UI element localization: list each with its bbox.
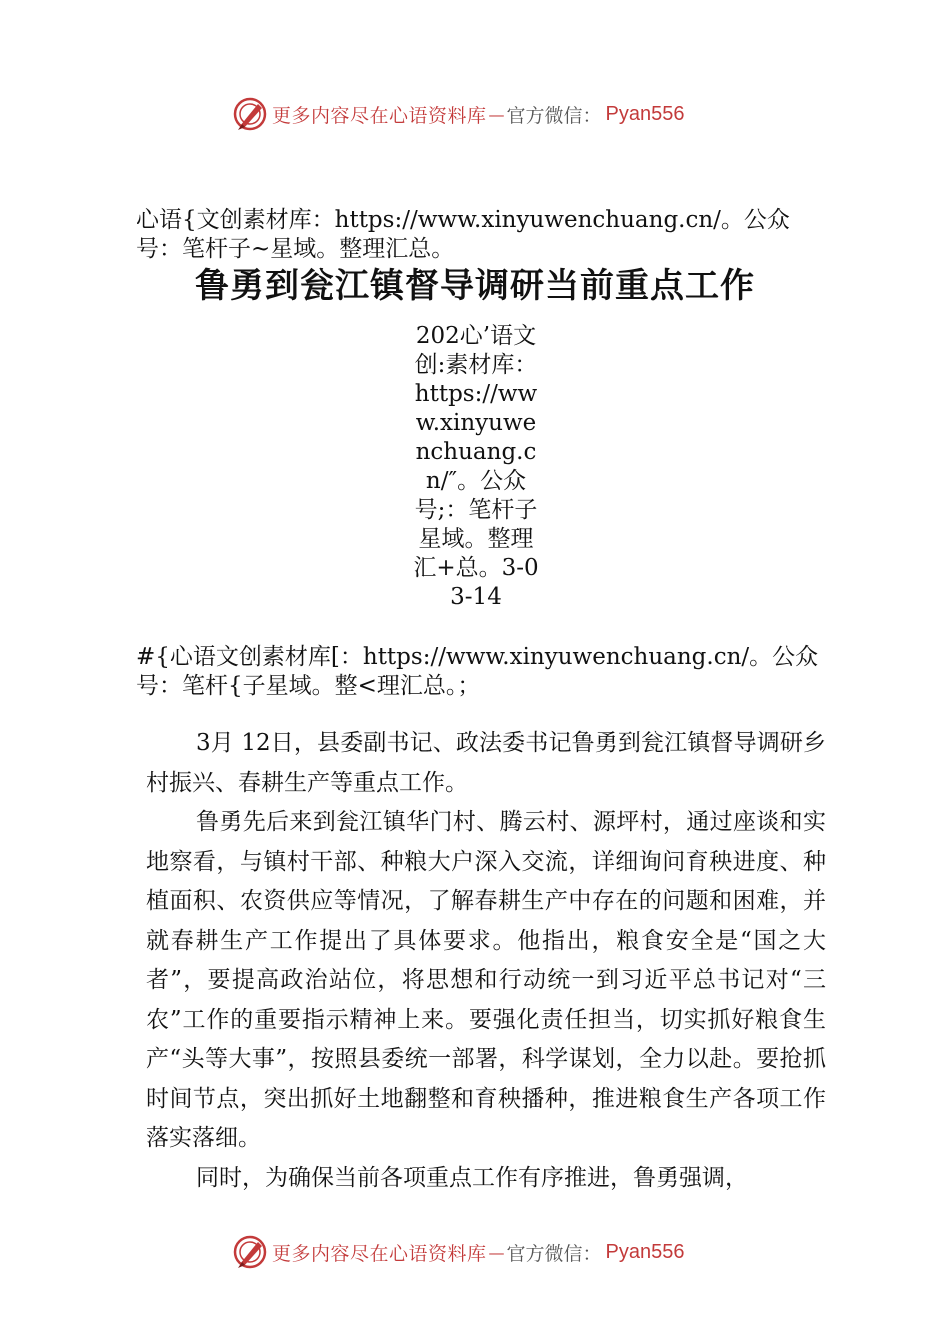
banner-wechat-id: Pyan556	[605, 1240, 685, 1263]
banner-wechat-id: Pyan556	[605, 102, 685, 125]
banner-dash: —	[488, 1242, 505, 1262]
footer-banner	[232, 1232, 685, 1272]
banner-text: 更多内容尽在心语资料库	[272, 1242, 487, 1265]
paragraph: 同时，为确保当前各项重点工作有序推进，鲁勇强调，	[196, 1164, 748, 1191]
banner-dash: —	[488, 104, 505, 124]
pen-logo-icon	[232, 96, 268, 132]
banner-wechat-label: 官方微信：	[506, 104, 602, 127]
banner-text: 更多内容尽在心语资料库	[272, 104, 487, 127]
article-body	[146, 724, 826, 1198]
header-banner	[232, 94, 685, 134]
pen-logo-icon	[232, 1234, 268, 1270]
paragraph: 鲁勇先后来到瓮江镇华门村、腾云村、源坪村，通过座谈和实地察看，与镇村干部、种粮大户深入交流，详细询问育秧进度、种植面积、农资供应等情况，了解春耕生产中存在的问题和困难，并就春耕生产工作提出了具体要求。他指出，粮食安全是“国之大者”，要提高政治站位，将思想和行动统一到习近平总书记对“三农”工作的重要指示精神上来。要强化责任担当，切实抓好粮食生产“头等大事”，按照县委统一部署，科学谋划，全力以赴。要抢抓时间节点，突出抓好土地翻整和育秧播种，推进粮食生产各项工作落实落细。	[146, 809, 826, 1151]
intro-watermark-text: 心语{文创素材库：https://www.xinyuwenchuang.cn/。公众号：笔杆子~星域。整理汇总。	[136, 207, 790, 262]
source-note-text: #{心语文创素材库[：https://www.xinyuwenchuang.cn/。公众号：笔杆{子星域。整<理汇总。；	[136, 644, 819, 699]
banner-wechat-label: 官方微信：	[506, 1242, 602, 1265]
paragraph: 3月 12日，县委副书记、政法委书记鲁勇到瓮江镇督导调研乡村振兴、春耕生产等重点工作。	[146, 730, 826, 796]
document-title: 鲁勇到瓮江镇督导调研当前重点工作	[195, 266, 755, 306]
date-meta-block: 202心’语文创:素材库：https://www.xinyuwenchuang.cn/″。公众号;：笔杆子星域。整理汇+总。3-03-14	[413, 323, 539, 610]
